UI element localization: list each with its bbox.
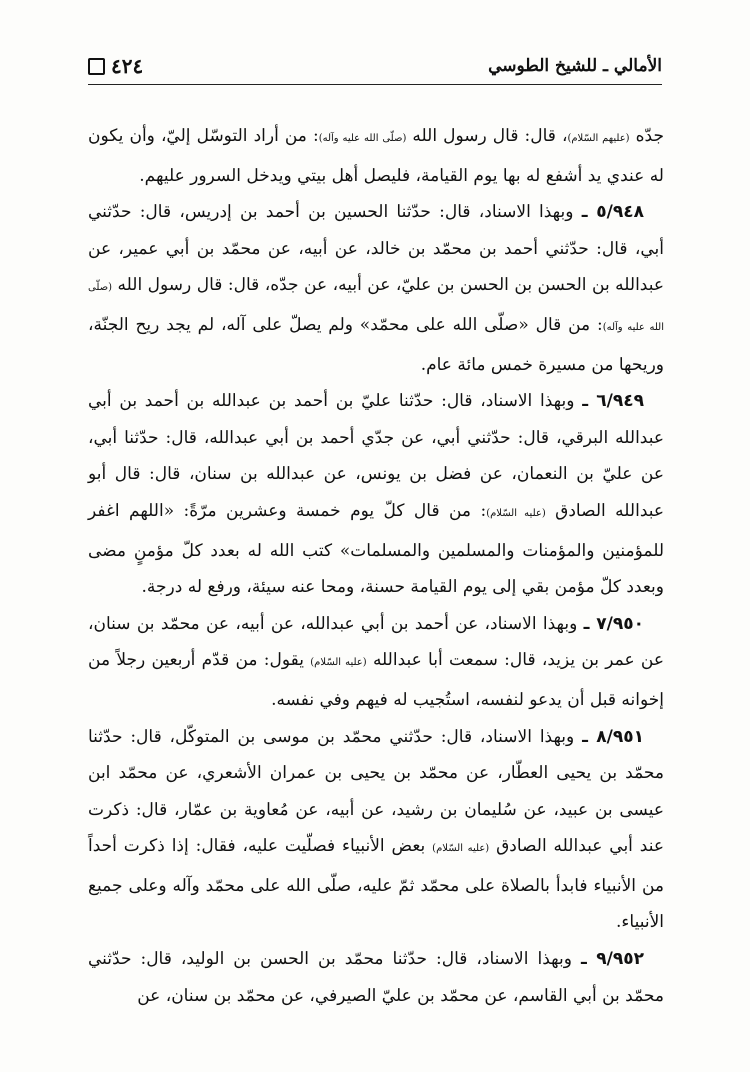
hadith-paragraph <box>88 941 664 1014</box>
hadith-paragraph <box>88 194 664 383</box>
running-title: الأمالي ـ للشيخ الطوسي <box>488 56 662 76</box>
hadith-paragraph <box>88 383 664 606</box>
text-segment: : من قال «صلّى الله على محمّد» ولم يصلّ على آله، لم يجد ريح الجنّة، وريحها من مسيرة خمس مائة عام. <box>88 314 664 375</box>
page-number <box>88 54 143 78</box>
hadith-number: ٨/٩٥١ ـ <box>582 726 644 747</box>
text-segment: يقول: من قدّم أربعين رجلاً من إخوانه قبل أن يدعو لنفسه، استُجيب له فيهم وفي نفسه. <box>88 650 664 710</box>
body-text <box>88 118 664 1014</box>
hadith-number: ٧/٩٥٠ ـ <box>583 613 645 634</box>
continuation-paragraph <box>88 118 664 194</box>
text-segment: : من أراد التوسّل إليّ، وأن يكون له عندي يد أشفع له بها يوم القيامة، فليصل أهل بيتي ويدخل السرور عليهم. <box>88 126 664 186</box>
text-segment: وبهذا الاسناد، عن أحمد بن أبي عبدالله، عن أبيه، عن محمّد بن سنان، عن عمر بن يزيد، قال: سمعت أبا عبدالله <box>88 613 664 671</box>
honorific: (صلّى الله عليه وآله) <box>318 133 407 144</box>
text-segment: جدّه <box>629 126 664 146</box>
hadith-number: ٩/٩٥٢ ـ <box>580 949 644 970</box>
text-segment: وبهذا الاسناد، قال: حدّثنا الحسين بن أحمد بن إدريس، قال: حدّثني أبي، قال: حدّثني أحمد بن محمّد بن خالد، عن أبيه، عن محمّد بن أبي عمير، عن عبدالله بن الحسن بن الحسن بن عليّ، عن أبيه، عن جدّه، قال: قال رسول الله <box>88 202 664 296</box>
honorific: (صلّى الله عليه وآله) <box>88 282 664 333</box>
honorific: (عليه السّلام) <box>432 843 490 855</box>
text-segment: وبهذا الاسناد، قال: حدّثني محمّد بن موسى بن المتوكّل، قال: حدّثنا محمّد بن يحيى العطّار، عن محمّد بن يحيى بن عمران الأشعري، عن محمّد ابن عيسى بن عبيد، عن سُليمان بن رشيد، عن أبيه، عن مُعاوية بن عمّار، قال: ذكرت عند أبي عبدالله الصادق <box>88 726 664 857</box>
honorific: (عليهم السّلام) <box>567 133 630 144</box>
page-number-text: ٤٢٤ <box>111 54 144 78</box>
hadith-paragraph <box>88 606 664 719</box>
hadith-paragraph <box>88 719 664 942</box>
text-segment: وبهذا الاسناد، قال: حدّثنا محمّد بن الحسن بن الوليد، قال: حدّثني محمّد بن أبي القاسم، عن محمّد بن عليّ الصيرفي، عن محمّد بن سنان، عن <box>88 949 664 1006</box>
text-segment: : من قال كلّ يوم خمسة وعشرين مرّةً: «اللهم اغفر للمؤمنين والمؤمنات والمسلمين والمسلمات» كتب الله له بعدد كلّ مؤمنٍ مضى وبعدد كلّ مؤمن بقي إلى يوم القيامة حسنة، ومحا عنه سيئة، ورفع له درجة. <box>88 500 664 598</box>
page-number-box-icon <box>88 58 105 75</box>
text-segment: ، قال: قال رسول الله <box>406 126 568 146</box>
page-header <box>88 48 662 85</box>
honorific: (عليه السّلام) <box>486 507 546 519</box>
text-segment: وبهذا الاسناد، قال: حدّثنا عليّ بن أحمد بن عبدالله بن أحمد بن أبي عبدالله البرقي، قال: حدّثني أبي، عن جدّي أحمد بن أبي عبدالله، قال: حدّثنا أبي، عن عليّ بن النعمان، عن فضل بن يونس، عن عبدالله بن سنان، قال: قال أبو عبدالله الصادق <box>88 391 665 521</box>
hadith-number: ٥/٩٤٨ ـ <box>581 202 645 223</box>
honorific: (عليه السّلام) <box>310 657 367 669</box>
hadith-number: ٦/٩٤٩ ـ <box>582 391 645 412</box>
text-segment: بعض الأنبياء فصلّيت عليه، فقال: إذا ذكرت أحداً من الأنبياء فابدأ بالصلاة على محمّد ثمّ عليه، صلّى الله على محمّد وآله وعلى جميع الأنبياء. <box>88 836 664 933</box>
